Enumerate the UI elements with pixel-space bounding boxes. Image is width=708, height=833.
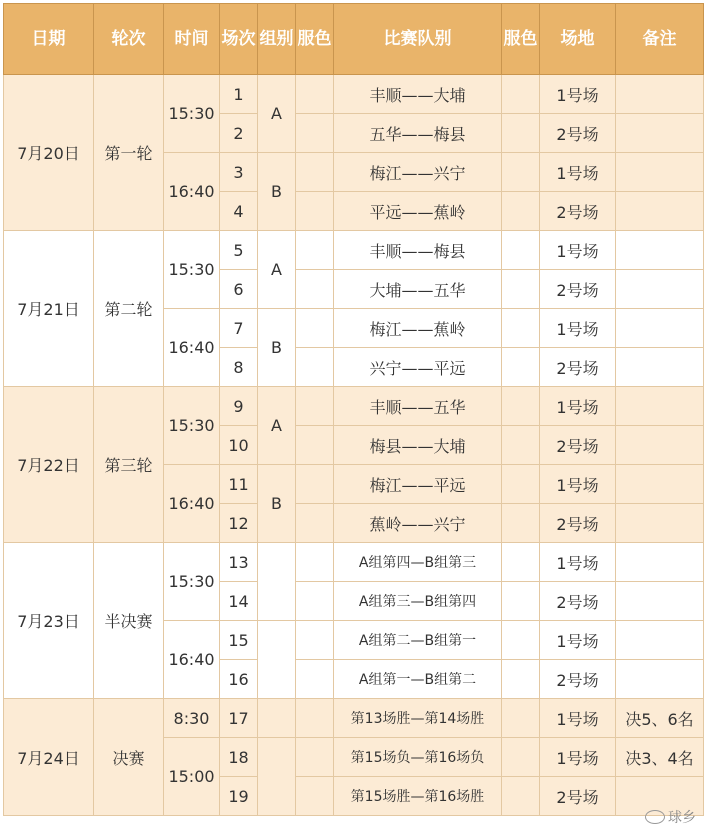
day-block	[4, 699, 704, 816]
wechat-icon	[645, 810, 665, 824]
venue-cell: 1号场	[540, 699, 616, 738]
jersey-color-away-cell	[502, 738, 540, 777]
jersey-color-home-cell	[296, 504, 334, 543]
header-round: 轮次	[94, 4, 164, 75]
match-no-cell: 18	[220, 738, 258, 777]
jersey-color-away-cell	[502, 231, 540, 270]
jersey-color-away-cell	[502, 621, 540, 660]
notes-cell	[616, 543, 704, 582]
venue-cell: 1号场	[540, 75, 616, 114]
teams-cell: 兴宁——平远	[334, 348, 502, 387]
jersey-color-home-cell	[296, 114, 334, 153]
group-cell: B	[258, 153, 296, 231]
time-cell: 15:30	[164, 75, 220, 153]
header-jersey-color-away: 服色	[502, 4, 540, 75]
match-no-cell: 10	[220, 426, 258, 465]
time-cell: 15:30	[164, 387, 220, 465]
jersey-color-away-cell	[502, 660, 540, 699]
jersey-color-away-cell	[502, 348, 540, 387]
header-teams: 比赛队别	[334, 4, 502, 75]
teams-cell: A组第一—B组第二	[334, 660, 502, 699]
notes-cell	[616, 75, 704, 114]
table-row	[4, 699, 704, 738]
teams-cell: 五华——梅县	[334, 114, 502, 153]
venue-cell: 2号场	[540, 192, 616, 231]
group-cell: B	[258, 309, 296, 387]
match-no-cell: 3	[220, 153, 258, 192]
teams-cell: 梅县——大埔	[334, 426, 502, 465]
table-row	[4, 75, 704, 114]
table-row	[4, 387, 704, 426]
teams-cell: 梅江——平远	[334, 465, 502, 504]
time-cell: 16:40	[164, 153, 220, 231]
match-no-cell: 17	[220, 699, 258, 738]
jersey-color-away-cell	[502, 270, 540, 309]
teams-cell: 蕉岭——兴宁	[334, 504, 502, 543]
jersey-color-home-cell	[296, 231, 334, 270]
jersey-color-away-cell	[502, 192, 540, 231]
match-no-cell: 5	[220, 231, 258, 270]
venue-cell: 2号场	[540, 114, 616, 153]
notes-cell	[616, 426, 704, 465]
teams-cell: 大埔——五华	[334, 270, 502, 309]
notes-cell: 决5、6名	[616, 699, 704, 738]
time-cell: 15:30	[164, 231, 220, 309]
match-no-cell: 7	[220, 309, 258, 348]
teams-cell: 梅江——兴宁	[334, 153, 502, 192]
group-cell: B	[258, 465, 296, 543]
venue-cell: 1号场	[540, 309, 616, 348]
group-cell: A	[258, 75, 296, 153]
header-match-no: 场次	[220, 4, 258, 75]
jersey-color-away-cell	[502, 465, 540, 504]
jersey-color-home-cell	[296, 348, 334, 387]
venue-cell: 1号场	[540, 231, 616, 270]
jersey-color-home-cell	[296, 426, 334, 465]
day-block	[4, 387, 704, 543]
venue-cell: 2号场	[540, 582, 616, 621]
notes-cell	[616, 660, 704, 699]
notes-cell	[616, 114, 704, 153]
table-header	[4, 4, 704, 75]
teams-cell: A组第四—B组第三	[334, 543, 502, 582]
notes-cell	[616, 387, 704, 426]
time-cell: 15:00	[164, 738, 220, 816]
table-row	[4, 231, 704, 270]
round-cell: 第一轮	[94, 75, 164, 231]
group-cell	[258, 621, 296, 699]
jersey-color-home-cell	[296, 660, 334, 699]
round-cell: 决赛	[94, 699, 164, 816]
day-block	[4, 543, 704, 699]
header-date: 日期	[4, 4, 94, 75]
venue-cell: 1号场	[540, 621, 616, 660]
notes-cell	[616, 231, 704, 270]
venue-cell: 2号场	[540, 660, 616, 699]
match-no-cell: 19	[220, 777, 258, 816]
table-row	[4, 543, 704, 582]
teams-cell: 第15场胜—第16场胜	[334, 777, 502, 816]
notes-cell	[616, 504, 704, 543]
header-jersey-color-home: 服色	[296, 4, 334, 75]
venue-cell: 1号场	[540, 465, 616, 504]
teams-cell: 平远——蕉岭	[334, 192, 502, 231]
match-no-cell: 8	[220, 348, 258, 387]
venue-cell: 1号场	[540, 738, 616, 777]
notes-cell	[616, 348, 704, 387]
time-cell: 16:40	[164, 621, 220, 699]
match-no-cell: 6	[220, 270, 258, 309]
match-no-cell: 16	[220, 660, 258, 699]
date-cell: 7月22日	[4, 387, 94, 543]
date-cell: 7月23日	[4, 543, 94, 699]
watermark-text: 球乡	[668, 810, 696, 826]
header-row	[4, 4, 704, 75]
teams-cell: 丰顺——五华	[334, 387, 502, 426]
day-block	[4, 75, 704, 231]
group-cell	[258, 543, 296, 621]
header-group: 组别	[258, 4, 296, 75]
header-time: 时间	[164, 4, 220, 75]
teams-cell: 丰顺——大埔	[334, 75, 502, 114]
jersey-color-away-cell	[502, 543, 540, 582]
venue-cell: 1号场	[540, 543, 616, 582]
group-cell	[258, 699, 296, 738]
venue-cell: 2号场	[540, 270, 616, 309]
jersey-color-away-cell	[502, 582, 540, 621]
group-cell	[258, 738, 296, 816]
teams-cell: A组第二—B组第一	[334, 621, 502, 660]
jersey-color-home-cell	[296, 309, 334, 348]
schedule-wrapper	[3, 3, 704, 816]
jersey-color-away-cell	[502, 153, 540, 192]
notes-cell	[616, 153, 704, 192]
group-cell: A	[258, 231, 296, 309]
match-no-cell: 4	[220, 192, 258, 231]
jersey-color-away-cell	[502, 75, 540, 114]
round-cell: 半决赛	[94, 543, 164, 699]
jersey-color-home-cell	[296, 192, 334, 231]
jersey-color-home-cell	[296, 543, 334, 582]
notes-cell	[616, 621, 704, 660]
jersey-color-away-cell	[502, 387, 540, 426]
match-no-cell: 15	[220, 621, 258, 660]
date-cell: 7月24日	[4, 699, 94, 816]
jersey-color-away-cell	[502, 699, 540, 738]
watermark	[645, 807, 696, 827]
jersey-color-home-cell	[296, 738, 334, 777]
notes-cell	[616, 270, 704, 309]
day-block	[4, 231, 704, 387]
time-cell: 16:40	[164, 465, 220, 543]
teams-cell: 梅江——蕉岭	[334, 309, 502, 348]
notes-cell	[616, 465, 704, 504]
jersey-color-home-cell	[296, 777, 334, 816]
time-cell: 16:40	[164, 309, 220, 387]
match-no-cell: 11	[220, 465, 258, 504]
teams-cell: 第15场负—第16场负	[334, 738, 502, 777]
header-venue: 场地	[540, 4, 616, 75]
jersey-color-away-cell	[502, 504, 540, 543]
jersey-color-away-cell	[502, 114, 540, 153]
notes-cell	[616, 582, 704, 621]
group-cell: A	[258, 387, 296, 465]
jersey-color-away-cell	[502, 426, 540, 465]
venue-cell: 2号场	[540, 777, 616, 816]
round-cell: 第三轮	[94, 387, 164, 543]
venue-cell: 1号场	[540, 153, 616, 192]
match-no-cell: 13	[220, 543, 258, 582]
notes-cell: 决3、4名	[616, 738, 704, 777]
date-cell: 7月20日	[4, 75, 94, 231]
round-cell: 第二轮	[94, 231, 164, 387]
jersey-color-home-cell	[296, 387, 334, 426]
header-notes: 备注	[616, 4, 704, 75]
jersey-color-home-cell	[296, 153, 334, 192]
match-no-cell: 9	[220, 387, 258, 426]
jersey-color-home-cell	[296, 621, 334, 660]
teams-cell: A组第三—B组第四	[334, 582, 502, 621]
date-cell: 7月21日	[4, 231, 94, 387]
jersey-color-home-cell	[296, 270, 334, 309]
venue-cell: 2号场	[540, 426, 616, 465]
venue-cell: 2号场	[540, 348, 616, 387]
match-no-cell: 2	[220, 114, 258, 153]
match-no-cell: 14	[220, 582, 258, 621]
teams-cell: 丰顺——梅县	[334, 231, 502, 270]
jersey-color-away-cell	[502, 777, 540, 816]
jersey-color-away-cell	[502, 309, 540, 348]
match-no-cell: 12	[220, 504, 258, 543]
time-cell: 8:30	[164, 699, 220, 738]
jersey-color-home-cell	[296, 699, 334, 738]
match-schedule-table	[3, 3, 704, 816]
venue-cell: 2号场	[540, 504, 616, 543]
teams-cell: 第13场胜—第14场胜	[334, 699, 502, 738]
notes-cell	[616, 192, 704, 231]
time-cell: 15:30	[164, 543, 220, 621]
jersey-color-home-cell	[296, 75, 334, 114]
match-no-cell: 1	[220, 75, 258, 114]
notes-cell	[616, 309, 704, 348]
jersey-color-home-cell	[296, 582, 334, 621]
jersey-color-home-cell	[296, 465, 334, 504]
venue-cell: 1号场	[540, 387, 616, 426]
